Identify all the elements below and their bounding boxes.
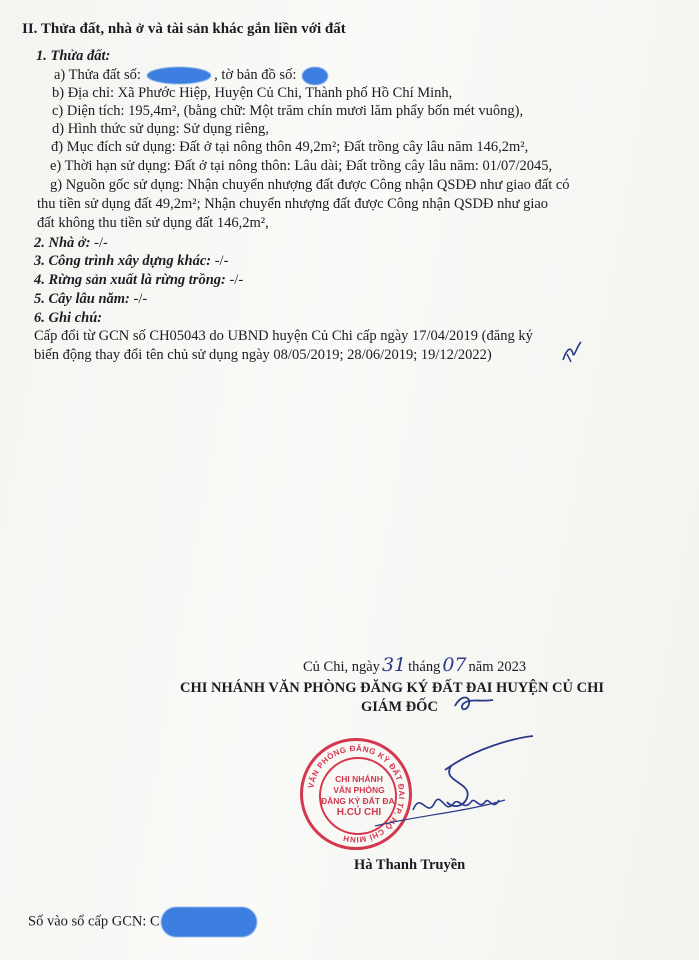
registry-label: Số vào sổ cấp GCN: C [28,913,160,930]
redaction-blob [161,907,257,937]
notes-label: 6. Ghi chú: [34,310,103,326]
registry-row [28,907,257,937]
parcel-heading: 1. Thửa đất: [36,48,111,64]
origin-line-3: đất không thu tiền sử dụng đất 146,2m², [37,215,269,231]
director-title: GIÁM ĐỐC [361,699,438,715]
redaction-blob [147,67,211,84]
notes-line-2-text: biến động thay đổi tên chủ sử dụng ngày 08/05/2019; 28/06/2019; 19/12/2022) [34,347,492,363]
date-year: năm 2023 [468,659,527,675]
perennial-value: -/- [129,291,148,307]
date-line [303,656,526,676]
map-sheet-label: , tờ bản đồ số: [214,67,297,83]
construction-value: -/- [211,253,229,269]
office-name: CHI NHÁNH VĂN PHÒNG ĐĂNG KÝ ĐẤT ĐAI HUYỆN CỦ CHI [180,680,605,696]
date-month: 07 [442,654,467,676]
house-label: 2. Nhà ở: [34,235,91,251]
house-value: -/- [90,235,108,251]
stamp-line-1: CHI NHÁNH [335,774,383,784]
notes-line-2 [34,346,492,364]
signer-name: Hà Thanh Truyền [354,857,466,873]
construction-label: 3. Công trình xây dựng khác: [34,253,212,269]
date-day: 31 [381,654,407,676]
perennial-label: 5. Cây lâu năm: [34,291,130,307]
stamp-line-4: H.CỦ CHI [336,807,382,818]
perennial-row [34,290,147,308]
origin-line-1: g) Nguồn gốc sử dụng: Nhận chuyển nhượng đất được Công nhận QSDĐ như giao đất có [50,177,570,193]
house-row [34,234,108,252]
forest-value: -/- [225,272,244,288]
redaction-blob [302,67,328,85]
lot-number-row [54,66,328,85]
origin-line-2: thu tiền sử dụng đất 49,2m²; Nhận chuyển nhượng đất được Công nhận QSDĐ như giao [37,196,549,212]
signature-icon [355,730,555,840]
date-place: Củ Chi, ngày [303,659,380,675]
stamp-line-3: ĐĂNG KÝ ĐẤT ĐAI [320,796,398,806]
use-form-line: d) Hình thức sử dụng: Sử dụng riêng, [52,121,269,137]
area-line: c) Diện tích: 195,4m², (bằng chữ: Một trăm chín mươi lăm phẩy bốn mét vuông), [52,103,524,119]
purpose-line: đ) Mục đích sử dụng: Đất ở tại nông thôn 49,2m²; Đất trồng cây lâu năm 146,2m², [51,139,529,155]
duration-line: e) Thời hạn sử dụng: Đất ở tại nông thôn: Lâu dài; Đất trồng cây lâu năm: 01/07/2045, [50,158,553,174]
construction-row [34,252,228,270]
forest-label: 4. Rừng sản xuất là rừng trồng: [34,272,226,288]
section-title: II. Thửa đất, nhà ở và tài sản khác gắn liền với đất [22,21,346,37]
address-line: b) Địa chỉ: Xã Phước Hiệp, Huyện Củ Chi, Thành phố Hồ Chí Minh, [52,85,453,101]
stamp-line-2: VĂN PHÒNG [333,785,385,795]
forest-row [34,271,243,289]
stamp-ring-text: VĂN PHÒNG ĐĂNG KÝ ĐẤT ĐAI TP. HỒ CHÍ MINH [306,743,407,845]
notes-line-1: Cấp đổi từ GCN số CH05043 do UBND huyện Củ Chi cấp ngày 17/04/2019 (đăng ký [34,328,533,344]
lot-number-label: a) Thửa đất số: [54,67,141,83]
initial-mark-icon [561,340,583,366]
date-month-label: tháng [408,659,441,675]
initial-mark-icon [451,692,497,718]
